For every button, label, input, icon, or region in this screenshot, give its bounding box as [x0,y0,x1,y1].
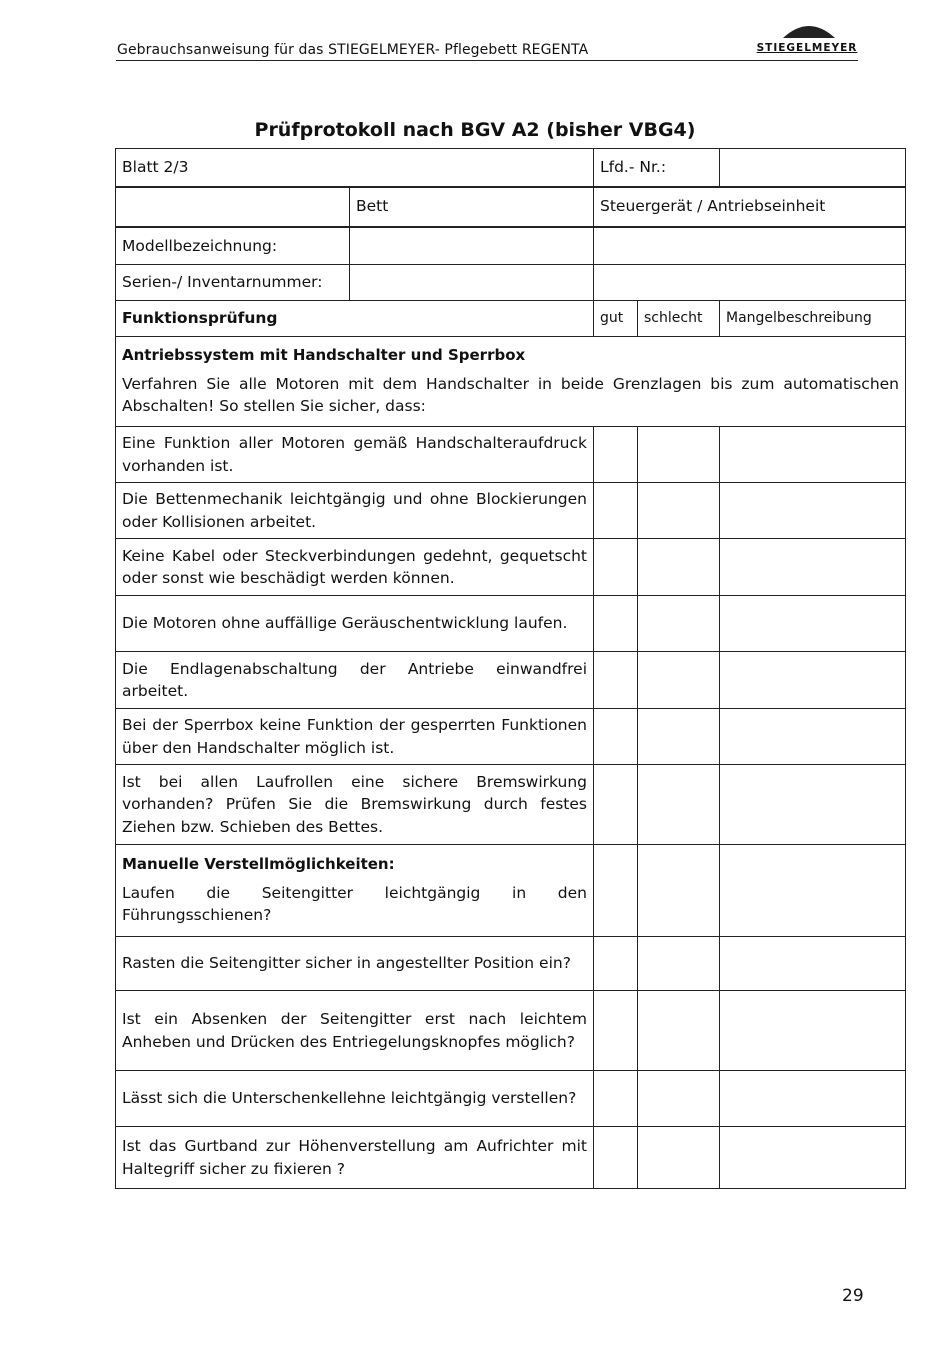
check-gut[interactable] [594,991,638,1071]
modell-label: Modellbezeichnung: [116,227,350,265]
check-schlecht[interactable] [638,1127,720,1189]
check-gut[interactable] [594,596,638,652]
logo-icon [755,14,859,42]
check-item: Die Endlagenabschaltung der Antriebe einwandfrei arbeitet. [116,652,594,709]
page-title: Prüfprotokoll nach BGV A2 (bisher VBG4) [254,119,696,141]
check-item: Laufen die Seitengitter leichtgängig in den Führungsschienen? [122,883,587,925]
check-gut[interactable] [594,539,638,596]
check-schlecht[interactable] [638,427,720,483]
lfd-nr-value[interactable] [720,149,906,187]
check-gut[interactable] [594,483,638,539]
check-mangel[interactable] [720,483,906,539]
check-gut[interactable] [594,1071,638,1127]
check-gut[interactable] [594,765,638,845]
check-item: Die Bettenmechanik leichtgängig und ohne Blockierungen oder Kollisionen arbeitet. [116,483,594,539]
steuergeraet-header: Steuergerät / Antriebseinheit [594,187,906,227]
check-mangel[interactable] [720,845,906,937]
lfd-nr-label: Lfd.- Nr.: [594,149,720,187]
section-1-title: Antriebssystem mit Handschalter und Sperrbox [122,346,526,365]
check-mangel[interactable] [720,1071,906,1127]
check-gut[interactable] [594,1127,638,1189]
check-gut[interactable] [594,845,638,937]
check-gut[interactable] [594,427,638,483]
check-mangel[interactable] [720,652,906,709]
check-item: Ist bei allen Laufrollen eine sichere Bremswirkung vorhanden? Prüfen Sie die Bremswirkung durch festes Ziehen bzw. Schieben des Bettes. [116,765,594,845]
funktionspruefung-header: Funktionsprüfung [116,301,594,337]
col-mangelbeschreibung: Mangelbeschreibung [720,301,906,337]
section-2 [116,845,594,937]
check-mangel[interactable] [720,1127,906,1189]
check-schlecht[interactable] [638,596,720,652]
check-mangel[interactable] [720,709,906,765]
serien-label: Serien-/ Inventarnummer: [116,265,350,301]
col-schlecht: schlecht [638,301,720,337]
blank-cell [116,187,350,227]
check-mangel[interactable] [720,937,906,991]
serien-bett-field[interactable] [350,265,594,301]
check-item: Keine Kabel oder Steckverbindungen gedehnt, gequetscht oder sonst wie beschädigt werden können. [116,539,594,596]
header-rule [116,60,858,61]
check-item: Ist das Gurtband zur Höhenverstellung am Aufrichter mit Haltegriff sicher zu fixieren ? [116,1127,594,1189]
col-gut: gut [594,301,638,337]
check-schlecht[interactable] [638,539,720,596]
page-header-text: Gebrauchsanweisung für das STIEGELMEYER- Pflegebett REGENTA [117,42,589,58]
stiegelmeyer-logo [755,14,859,58]
section-1 [116,337,906,427]
section-1-intro: Verfahren Sie alle Motoren mit dem Handschalter in beide Grenzlagen bis zum automatischen Abschalten! So stellen Sie sicher, dass: [122,374,900,416]
check-mangel[interactable] [720,539,906,596]
check-schlecht[interactable] [638,1071,720,1127]
check-schlecht[interactable] [638,483,720,539]
logo-text: STIEGELMEYER [756,42,858,54]
sheet-number: Blatt 2/3 [116,149,594,187]
check-item: Lässt sich die Unterschenkellehne leichtgängig verstellen? [116,1071,594,1127]
check-item: Rasten die Seitengitter sicher in angestellter Position ein? [116,937,594,991]
section-2-title: Manuelle Verstellmöglichkeiten: [122,855,395,874]
check-item: Ist ein Absenken der Seitengitter erst nach leichtem Anheben und Drücken des Entriegelungsknopfes möglich? [116,991,594,1071]
page-number: 29 [842,1286,864,1306]
check-mangel[interactable] [720,991,906,1071]
check-schlecht[interactable] [638,652,720,709]
check-item: Eine Funktion aller Motoren gemäß Handschalteraufdruck vorhanden ist. [116,427,594,483]
check-schlecht[interactable] [638,845,720,937]
check-gut[interactable] [594,937,638,991]
check-gut[interactable] [594,709,638,765]
check-schlecht[interactable] [638,709,720,765]
check-schlecht[interactable] [638,765,720,845]
check-mangel[interactable] [720,596,906,652]
check-mangel[interactable] [720,765,906,845]
modell-bett-field[interactable] [350,227,594,265]
serien-steuer-field[interactable] [594,265,906,301]
check-gut[interactable] [594,652,638,709]
check-schlecht[interactable] [638,937,720,991]
check-schlecht[interactable] [638,991,720,1071]
inspection-table [115,148,906,1189]
check-item: Bei der Sperrbox keine Funktion der gesperrten Funktionen über den Handschalter möglich ist. [116,709,594,765]
modell-steuer-field[interactable] [594,227,906,265]
bett-header: Bett [350,187,594,227]
check-mangel[interactable] [720,427,906,483]
check-item: Die Motoren ohne auffällige Geräuschentwicklung laufen. [116,596,594,652]
